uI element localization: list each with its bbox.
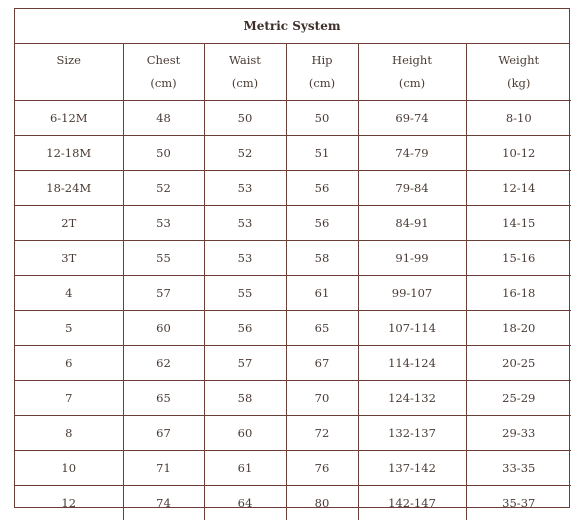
table-row [15,310,571,345]
cell-waist: 50 [204,100,286,135]
header-waist: Waist (cm) [204,44,286,100]
table-row [15,380,571,415]
cell-waist: 52 [204,135,286,170]
chart-title: Metric System [15,9,569,44]
cell-chest: 53 [123,205,204,240]
cell-height: 132-137 [358,415,466,450]
cell-chest: 52 [123,170,204,205]
cell-hip: 76 [286,450,358,485]
size-chart [14,8,570,508]
cell-hip: 58 [286,240,358,275]
cell-hip: 56 [286,170,358,205]
cell-height: 79-84 [358,170,466,205]
cell-height: 74-79 [358,135,466,170]
cell-size: 5 [15,310,123,345]
table-row [15,275,571,310]
cell-size: 6 [15,345,123,380]
header-row [15,44,571,100]
table-row [15,135,571,170]
cell-waist: 61 [204,450,286,485]
cell-hip: 51 [286,135,358,170]
cell-size: 4 [15,275,123,310]
cell-hip: 80 [286,485,358,520]
cell-chest: 65 [123,380,204,415]
cell-hip: 67 [286,345,358,380]
cell-weight: 20-25 [466,345,571,380]
header-chest: Chest (cm) [123,44,204,100]
cell-size: 6-12M [15,100,123,135]
cell-waist: 58 [204,380,286,415]
cell-size: 2T [15,205,123,240]
header-height: Height (cm) [358,44,466,100]
cell-chest: 50 [123,135,204,170]
cell-waist: 53 [204,240,286,275]
cell-waist: 53 [204,170,286,205]
cell-height: 84-91 [358,205,466,240]
cell-chest: 71 [123,450,204,485]
cell-weight: 35-37 [502,495,536,510]
cell-weight: 16-18 [466,275,571,310]
cell-waist: 53 [204,205,286,240]
cell-chest: 67 [123,415,204,450]
cell-height: 137-142 [358,450,466,485]
cell-weight: 29-33 [466,415,571,450]
cell-height: 69-74 [358,100,466,135]
header-weight: Weight (kg) [466,44,571,100]
cell-size: 8 [15,415,123,450]
cell-hip: 61 [286,275,358,310]
cell-hip: 50 [286,100,358,135]
cell-height: 107-114 [358,310,466,345]
cell-chest: 55 [123,240,204,275]
table-row [15,345,571,380]
cell-size: 7 [15,380,123,415]
cell-height: 91-99 [358,240,466,275]
size-table [15,44,571,520]
cell-weight: 10-12 [466,135,571,170]
cell-waist: 56 [204,310,286,345]
cell-waist: 55 [204,275,286,310]
table-row [15,205,571,240]
cell-chest: 74 [123,485,204,520]
cell-size: 18-24M [15,170,123,205]
cell-height: 114-124 [358,345,466,380]
table-body [15,100,571,520]
cell-weight: 33-35 [466,450,571,485]
cell-weight: 8-10 [466,100,571,135]
cell-weight: 18-20 [466,310,571,345]
cell-size: 10 [15,450,123,485]
table-row [15,100,571,135]
cell-waist: 57 [204,345,286,380]
header-hip: Hip (cm) [286,44,358,100]
cell-waist: 64 [204,485,286,520]
cell-chest: 62 [123,345,204,380]
table-row [15,485,571,520]
cell-size: 12 [15,485,123,520]
table-row [15,450,571,485]
cell-chest: 57 [123,275,204,310]
table-row [15,240,571,275]
cell-weight: 15-16 [466,240,571,275]
cell-weight: 25-29 [466,380,571,415]
table-row [15,170,571,205]
cell-hip: 65 [286,310,358,345]
cell-weight: 14-15 [466,205,571,240]
cell-height: 124-132 [358,380,466,415]
cell-height: 142-147 [358,485,466,520]
cell-waist: 60 [204,415,286,450]
cell-hip: 56 [286,205,358,240]
cell-height: 99-107 [358,275,466,310]
cell-weight: 12-14 [466,170,571,205]
cell-hip: 72 [286,415,358,450]
cell-chest: 60 [123,310,204,345]
table-row [15,415,571,450]
cell-size: 3T [15,240,123,275]
cell-chest: 48 [123,100,204,135]
cell-hip: 70 [286,380,358,415]
cell-size: 12-18M [15,135,123,170]
header-size: Size [15,44,123,100]
